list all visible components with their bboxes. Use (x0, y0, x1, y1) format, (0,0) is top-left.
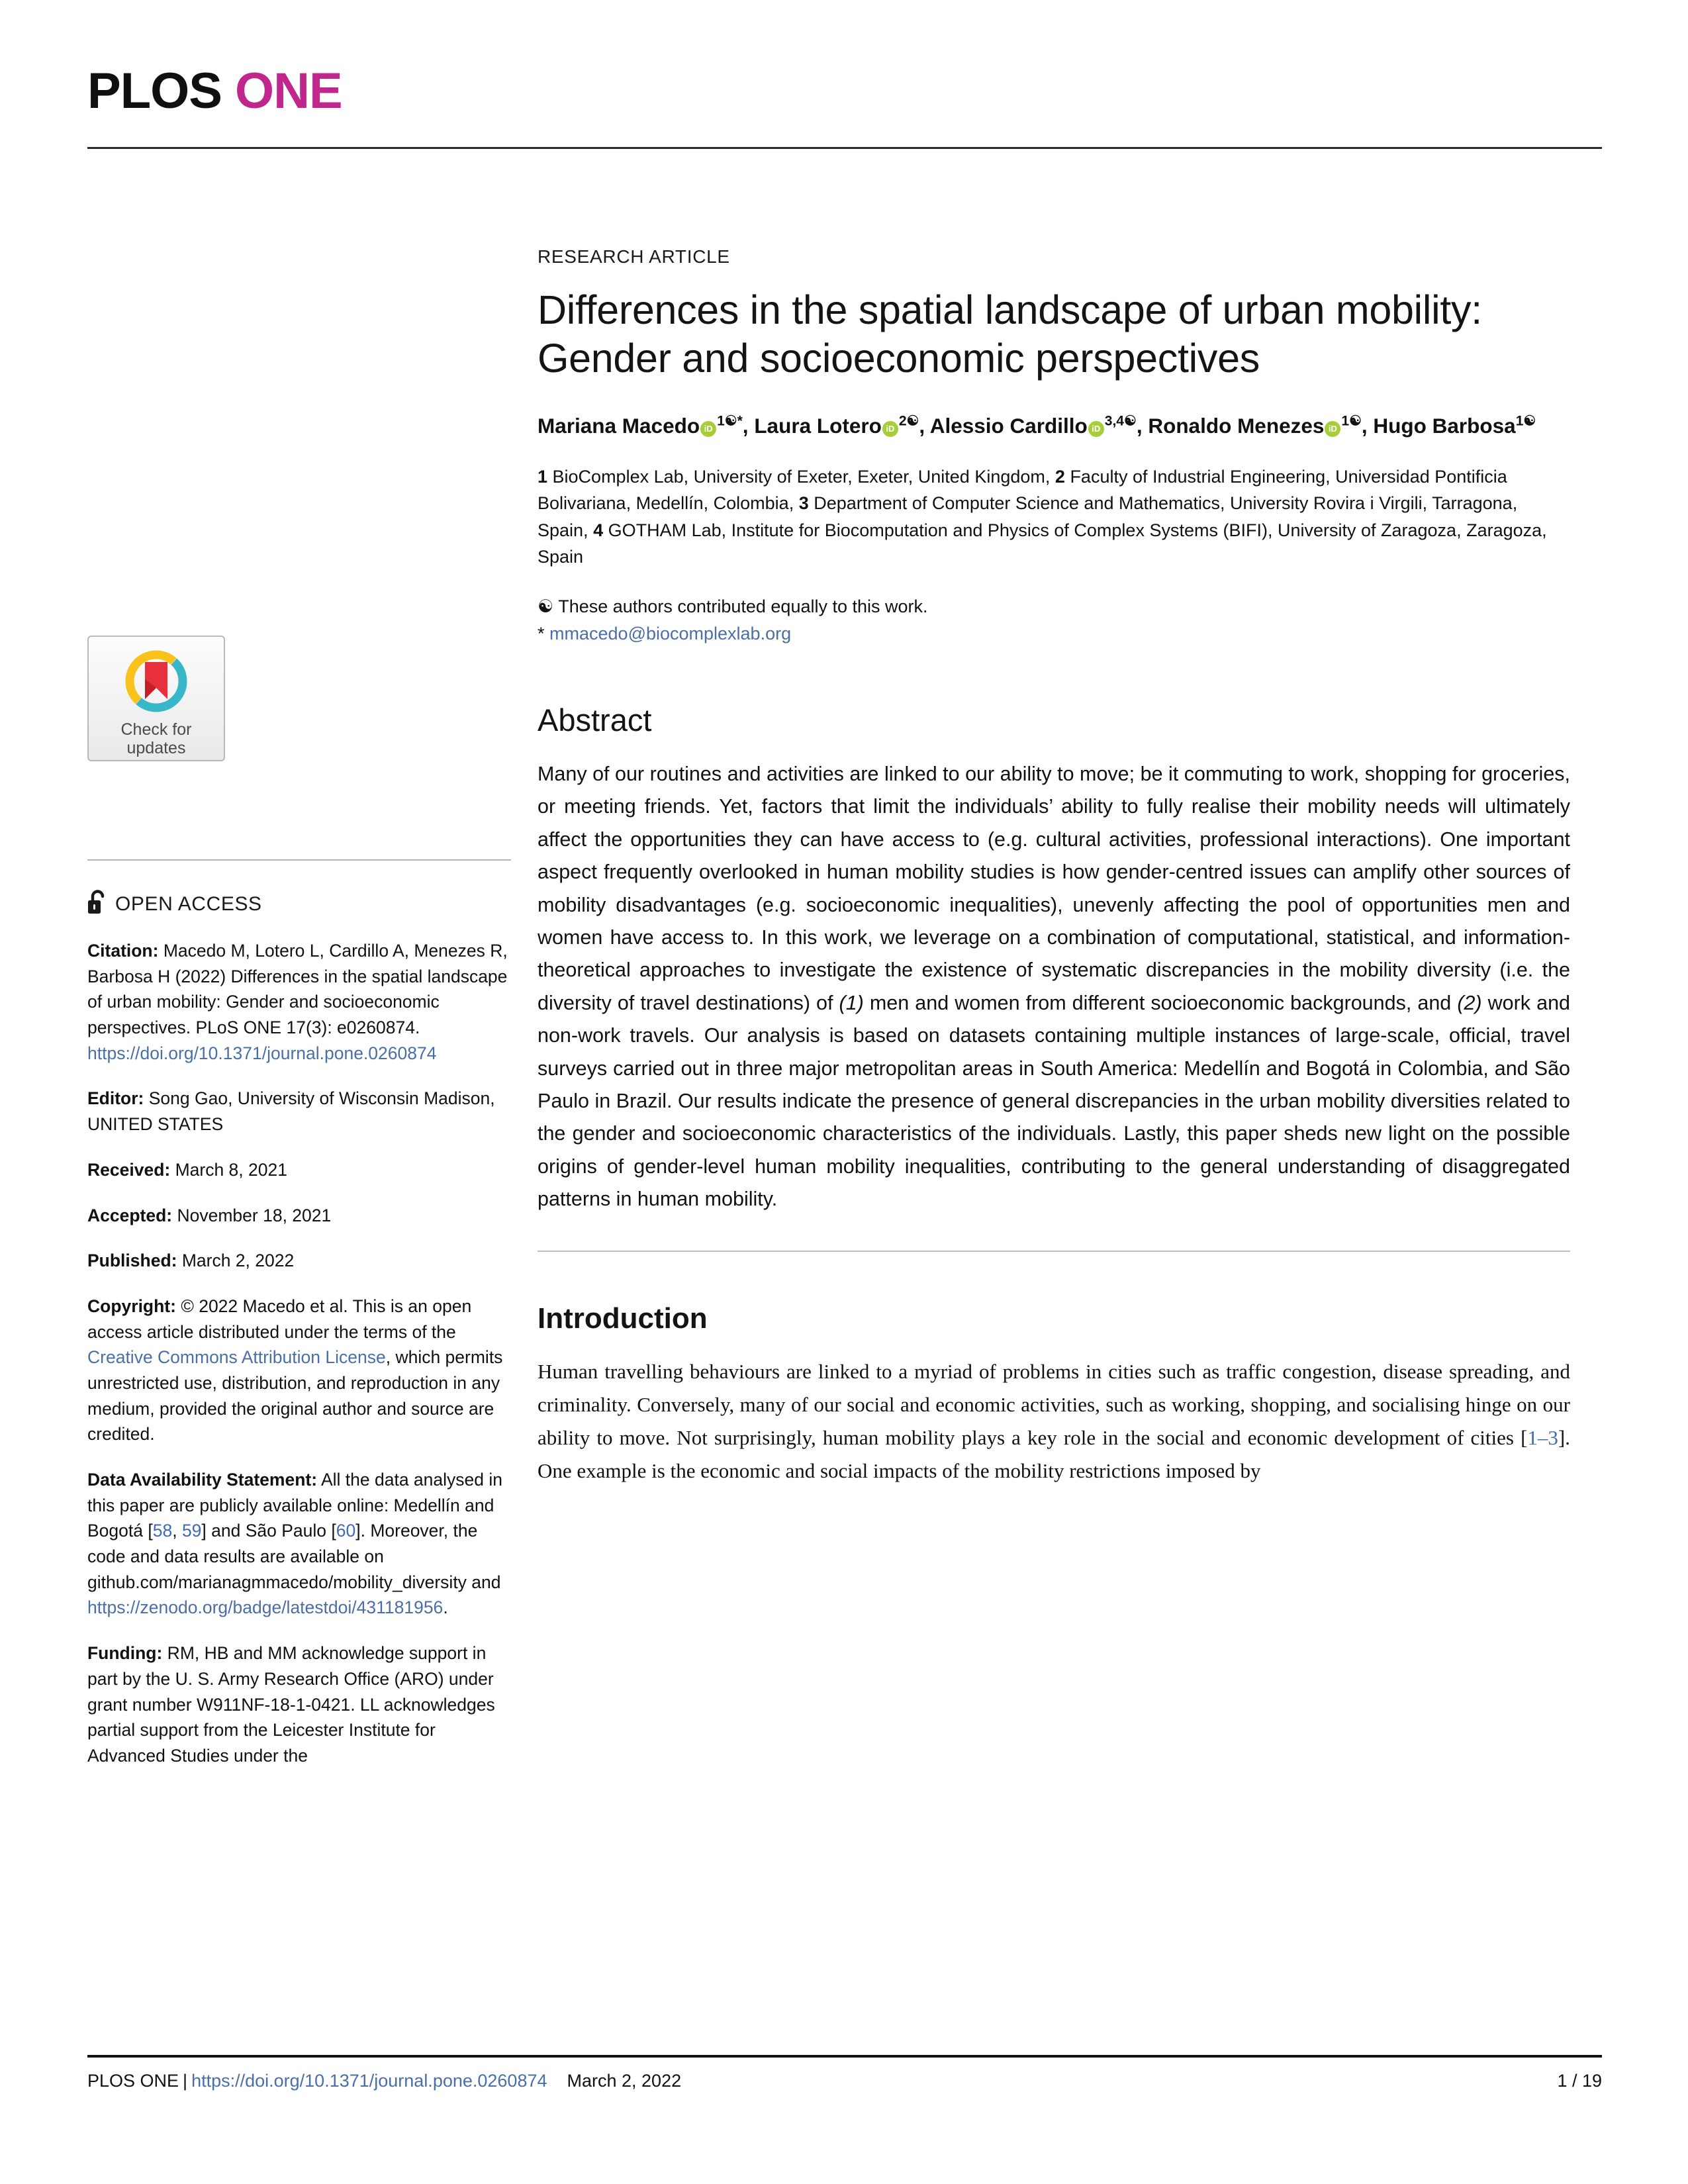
author-name-3[interactable]: Ronaldo Menezes (1148, 414, 1325, 438)
citation-label: Citation: (87, 941, 159, 961)
crossmark-line1: Check for (120, 720, 192, 739)
crossmark-line2: updates (126, 739, 186, 757)
published-label: Published: (87, 1251, 177, 1271)
zenodo-link[interactable]: https://zenodo.org/badge/latestdoi/431181956 (87, 1597, 444, 1618)
reference-link-59[interactable]: 59 (181, 1521, 202, 1541)
masthead-divider (87, 147, 1602, 149)
affil-num-2: 3 (798, 493, 809, 514)
footer-journal-name: PLOS ONE (87, 2071, 179, 2091)
orcid-icon[interactable]: iD (882, 421, 898, 437)
copyright-block (87, 1294, 511, 1447)
da-text-5: . (443, 1597, 448, 1618)
affil-num-3: 4 (593, 520, 604, 540)
abstract-heading: Abstract (538, 702, 652, 737)
affil-num-0: 1 (538, 466, 548, 487)
received-label: Received: (87, 1159, 171, 1180)
equal-contribution-text: These authors contributed equally to this work. (558, 596, 928, 616)
reference-link-60[interactable]: 60 (336, 1521, 356, 1541)
corresponding-author-note: * mmacedo@biocomplexlab.org (538, 623, 792, 643)
reference-link-1-3[interactable]: 1–3 (1527, 1426, 1558, 1450)
data-availability-label: Data Availability Statement: (87, 1470, 318, 1490)
editor-text: Song Gao, University of Wisconsin Madison, UNITED STATES (87, 1088, 495, 1135)
da-text-4: ]. Moreover, the code and data results are available on github.com/marianagmmacedo/mobility_diversity and (87, 1521, 501, 1592)
logo-plos-text: PLOS (87, 63, 222, 119)
footer-left-group (87, 2071, 685, 2091)
cc-license-link[interactable]: Creative Commons Attribution License (87, 1347, 386, 1368)
da-text-1: All the data analysed in this paper are publicly available online: Medellín and Bogotá [ (87, 1470, 502, 1541)
author-notes (538, 593, 1570, 647)
page-title: Differences in the spatial landscape of urban mobility: Gender and socioeconomic perspectives (538, 287, 1482, 381)
received-date: March 8, 2021 (170, 1159, 287, 1180)
crossmark-label (121, 720, 192, 757)
copyright-text-after: , which permits unrestricted use, distribution, and reproduction in any medium, provided the original author and source are credited. (87, 1347, 503, 1445)
orcid-icon[interactable]: iD (700, 421, 716, 437)
intro-text-2: ]. One example is the economic and social impacts of the mobility restrictions imposed by (538, 1426, 1570, 1483)
footer-publication-date: March 2, 2022 (567, 2071, 682, 2091)
affil-text-3: GOTHAM Lab, Institute for Biocomputation and Physics of Complex Systems (BIFI), University of Zaragoza, Zaragoza, Spain (538, 520, 1547, 567)
plos-one-logo (87, 63, 1602, 119)
orcid-icon[interactable]: iD (1088, 421, 1104, 437)
author-list: Mariana Macedo iD $^{1☯*}$, Laura Lotero iD $^{2☯}$, Alessio Cardillo iD $^{3,4☯}$, Ronaldo Menezes iD $^{1☯}$, Hugo Barbosa$^{1☯}$ (538, 413, 1536, 438)
introduction-body (538, 1355, 1570, 1488)
abstract-text-1: Many of our routines and activities are linked to our ability to move; be it commuting to work, shopping for groceries, or meeting friends. Yet, factors that limit the individuals’ ability to fully realise their mobility needs will ultimately affect the opportunities they can have access to (e.g. cultural activities, professional interactions). One important aspect frequently overlooked in human mobility studies is how gender-centred issues can amplify other sources of mobility disadvantages (e.g. socioeconomic inequalities), unevenly affecting the pool of opportunities men and women have access to. In this work, we leverage on a combination of computational, statistical, and information-theoretical approaches to investigate the existence of systematic discrepancies in the mobility diversity (i.e. the diversity of travel destinations) of (538, 762, 1570, 1014)
article-type-kicker: RESEARCH ARTICLE (538, 246, 730, 267)
footer-page-number: 1 / 19 (1557, 2071, 1602, 2091)
equal-contrib-mark: ☯ (724, 413, 737, 429)
affil-text-2: Department of Computer Science and Mathematics, University Rovira i Virgili, Tarragona, Spain, (538, 493, 1518, 540)
abstract-italic-2: (2) (1457, 991, 1482, 1014)
author-affil-sup-3: 1 (1341, 413, 1350, 429)
affil-text-1: Faculty of Industrial Engineering, Universidad Pontificia Bolivariana, Medellín, Colombia, (538, 466, 1507, 514)
abstract-italic-1: (1) (839, 991, 864, 1014)
crossmark-icon (121, 646, 191, 716)
equal-contribution-note: ☯ These authors contributed equally to this work. (538, 596, 928, 616)
open-access-row (87, 890, 511, 918)
page-footer (87, 2071, 1602, 2091)
footer-separator: | (183, 2071, 188, 2091)
footer-divider (87, 2055, 1602, 2058)
citation-block (87, 938, 511, 1066)
received-block (87, 1157, 511, 1183)
author-affil-sup-1: 2 (898, 413, 907, 429)
author-name-1[interactable]: Laura Lotero (754, 414, 882, 438)
equal-contrib-mark: ☯ (1523, 413, 1536, 429)
citation-doi-link[interactable]: https://doi.org/10.1371/journal.pone.0260874 (87, 1043, 437, 1063)
abstract-body (538, 758, 1570, 1216)
journal-masthead (87, 63, 1602, 119)
equal-contrib-mark: ☯ (1349, 413, 1362, 429)
copyright-text-before: © 2022 Macedo et al. This is an open access article distributed under the terms of the (87, 1296, 472, 1342)
equal-contrib-mark: ☯ (906, 413, 919, 429)
reference-link-58[interactable]: 58 (152, 1521, 173, 1541)
author-name-0[interactable]: Mariana Macedo (538, 414, 700, 438)
affil-text-0: BioComplex Lab, University of Exeter, Exeter, United Kingdom, (547, 466, 1055, 487)
author-affil-sup-2: 3,4 (1104, 413, 1124, 429)
data-availability-block (87, 1467, 511, 1621)
da-text-3: ] and São Paulo [ (201, 1521, 336, 1541)
editor-label: Editor: (87, 1088, 144, 1109)
published-block (87, 1248, 511, 1274)
affil-num-1: 2 (1055, 466, 1065, 487)
abstract-text-2: men and women from different socioeconomic backgrounds, and (863, 991, 1458, 1014)
funding-text: RM, HB and MM acknowledge support in part by the U. S. Army Research Office (ARO) under grant number W911NF-18-1-0421. LL acknowledges partial support from the Leicester Institute for Advanced Studies under the (87, 1643, 495, 1766)
abstract-text-3: work and non-work travels. Our analysis is based on datasets containing multiple instances of large-scale, official, travel surveys carried out in three major metropolitan areas in South America: Medellín and Bogotá in Colombia, and São Paulo in Brazil. Our results indicate the presence of general discrepancies in the urban mobility diversities related to the gender and socioeconomic characteristics of the individuals. Lastly, this paper sheds new light on the possible origins of gender-level human mobility inequalities, contributing to the general understanding of disaggregated patterns in human mobility. (538, 991, 1570, 1211)
corresponding-author-mark: * (737, 413, 743, 429)
corresponding-email-link[interactable]: mmacedo@biocomplexlab.org (549, 623, 792, 643)
logo-one-text: ONE (235, 63, 342, 119)
author-name-4[interactable]: Hugo Barbosa (1373, 414, 1516, 438)
editor-block (87, 1086, 511, 1137)
equal-contrib-mark: ☯ (1123, 413, 1137, 429)
copyright-label: Copyright: (87, 1296, 176, 1316)
funding-block (87, 1640, 511, 1768)
author-affil-sup-0: 1 (717, 413, 725, 429)
introduction-heading: Introduction (538, 1302, 708, 1335)
accepted-label: Accepted: (87, 1205, 173, 1225)
da-text-2: , (172, 1521, 182, 1541)
article-sidebar (87, 636, 511, 1769)
open-lock-icon (87, 890, 107, 918)
published-date: March 2, 2022 (177, 1251, 295, 1271)
accepted-date: November 18, 2021 (172, 1205, 332, 1225)
funding-label: Funding: (87, 1643, 163, 1664)
author-affil-sup-4: 1 (1515, 413, 1524, 429)
author-name-2[interactable]: Alessio Cardillo (929, 414, 1088, 438)
footer-doi-link[interactable]: https://doi.org/10.1371/journal.pone.0260874 (191, 2071, 547, 2091)
open-access-label: OPEN ACCESS (115, 892, 262, 915)
sidebar-divider (87, 859, 511, 861)
intro-text-1: Human travelling behaviours are linked to a myriad of problems in cities such as traffic congestion, disease spreading, and criminality. Conversely, many of our social and economic activities, such as working, shopping, and socialising hinge on our ability to move. Not surprisingly, human mobility plays a key role in the social and economic development of cities [ (538, 1359, 1570, 1450)
accepted-block (87, 1203, 511, 1229)
orcid-icon[interactable]: iD (1325, 421, 1340, 437)
crossmark-badge[interactable] (87, 636, 225, 761)
citation-text: Macedo M, Lotero L, Cardillo A, Menezes R, Barbosa H (2022) Differences in the spatial landscape of urban mobility: Gender and socioeconomic perspectives. PLoS ONE 17(3): e0260874. (87, 941, 508, 1038)
affiliation-list (538, 463, 1570, 571)
article-main-column (538, 246, 1570, 1488)
